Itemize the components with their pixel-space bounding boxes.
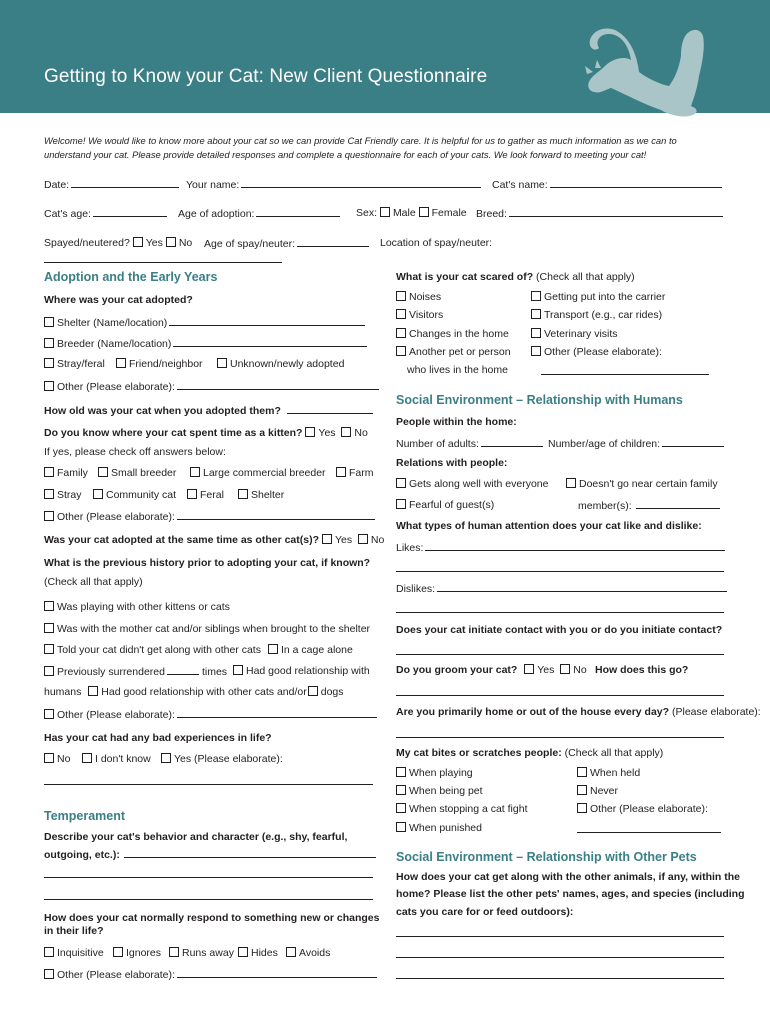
another-line-2: who lives in the home [407, 364, 508, 376]
male-label: Male [392, 207, 416, 219]
age-spay-field[interactable] [204, 237, 369, 250]
changes-option [396, 328, 509, 340]
kitten-question [44, 427, 368, 439]
dogs-label: dogs [320, 686, 344, 698]
yes-elab-label: Yes (Please elaborate): [174, 753, 283, 765]
carrier-option [531, 291, 665, 303]
other3-label: Other (Please elaborate): [57, 709, 175, 721]
feral-checkbox[interactable] [187, 489, 197, 499]
bites-question [396, 747, 663, 759]
bites-other-option [577, 803, 708, 815]
age-adoption-field[interactable] [178, 207, 340, 220]
runs-label: Runs away [182, 947, 234, 959]
groom-yes-label: Yes [537, 664, 555, 676]
home-label: Are you primarily home or out of the house every day? [396, 706, 670, 718]
groom-label: Do you groom your cat? [396, 664, 518, 676]
pets-heading: Social Environment – Relationship with Other Pets [396, 850, 697, 864]
history-3-label: Told your cat didn't get along with other cats [57, 644, 261, 656]
dont-know-checkbox[interactable] [82, 753, 92, 763]
sex-field [356, 207, 467, 219]
scared-question [396, 271, 635, 283]
transport-checkbox[interactable] [531, 309, 541, 319]
same-time-yes-label: Yes [334, 534, 353, 546]
stray2-option [44, 489, 82, 501]
pets-question-1: How does your cat get along with the other animals, if any, within the [396, 871, 741, 883]
avoids-checkbox[interactable] [286, 947, 296, 957]
same-time-no-label: No [370, 534, 385, 546]
other3-option [44, 708, 377, 721]
family-checkbox[interactable] [44, 467, 54, 477]
breeder-label: Breeder (Name/location) [57, 338, 172, 350]
small-breeder-option [98, 467, 176, 479]
runs-checkbox[interactable] [169, 947, 179, 957]
gets-along-label: Gets along well with everyone [409, 478, 549, 490]
feral-label: Feral [200, 489, 224, 501]
history-1-label: Was playing with other kittens or cats [57, 601, 230, 613]
doesnt-option [566, 478, 718, 490]
spayed-yes-label: Yes [145, 237, 163, 249]
history-3-checkbox[interactable] [44, 644, 54, 654]
large-breeder-option [190, 467, 326, 479]
history-option-1 [44, 601, 230, 613]
adults-field[interactable] [396, 437, 543, 450]
male-checkbox[interactable] [380, 207, 390, 217]
large-breeder-checkbox[interactable] [190, 467, 200, 477]
spayed-yes-checkbox[interactable] [133, 237, 143, 247]
groom-no-checkbox[interactable] [560, 664, 570, 674]
breeder-option [44, 337, 367, 350]
transport-label: Transport (e.g., car rides) [544, 309, 663, 321]
your-name-label: Your name: [186, 179, 240, 191]
another-checkbox[interactable] [396, 346, 406, 356]
dislikes-label: Dislikes: [396, 583, 436, 595]
same-time-question [44, 534, 384, 546]
respond-question-2: in their life? [44, 925, 104, 937]
never-checkbox[interactable] [577, 785, 587, 795]
fight-label: When stopping a cat fight [409, 803, 528, 815]
stray-feral-checkbox[interactable] [44, 358, 54, 368]
history-2-label: Was with the mother cat and/or siblings when brought to the shelter [57, 623, 371, 635]
punished-option [396, 822, 482, 834]
date-label: Date: [44, 179, 70, 191]
pet-option [396, 785, 483, 797]
children-field[interactable] [548, 437, 724, 450]
playing-label: When playing [409, 767, 473, 779]
check-off-note: If yes, please check off answers below: [44, 446, 226, 458]
times-label: times [201, 666, 228, 678]
inquisitive-label: Inquisitive [57, 947, 104, 959]
intro-line-2: understand your cat. Please provide detailed responses and complete a questionnaire for each of your cats. We look forward to meeting your cat! [44, 149, 647, 160]
fearful-label: Fearful of guest(s) [409, 499, 495, 511]
respond-question-1: How does your cat normally respond to something new or changes [44, 912, 380, 924]
likes-label: Likes: [396, 542, 424, 554]
farm-checkbox[interactable] [336, 467, 346, 477]
home-question [396, 706, 761, 718]
groom-line[interactable] [396, 695, 724, 696]
describe-question-1: Describe your cat's behavior and character (e.g., shy, fearful, [44, 831, 348, 843]
date-field[interactable] [44, 178, 179, 191]
dont-know-option [82, 753, 151, 765]
visitors-label: Visitors [409, 309, 444, 321]
location-spay-line[interactable] [44, 262, 282, 263]
family-option [44, 467, 88, 479]
hides-option [238, 947, 278, 959]
runs-option [169, 947, 234, 959]
shelter-label: Shelter (Name/location) [57, 317, 168, 329]
playing-checkbox[interactable] [396, 767, 406, 777]
farm-option [336, 467, 374, 479]
attention-question: What types of human attention does your cat like and dislike: [396, 520, 702, 532]
community-option [93, 489, 176, 501]
pets-line-2[interactable] [396, 957, 724, 958]
pets-question-2: home? Please list the other pets' names, ages, and species (including [396, 888, 745, 900]
pets-line-1[interactable] [396, 936, 724, 937]
shelter2-option [238, 489, 284, 501]
cats-name-field[interactable] [492, 178, 722, 191]
unknown-option [217, 358, 344, 370]
same-time-label: Was your cat adopted at the same time as other cat(s)? [44, 534, 320, 546]
other2-option [44, 510, 375, 523]
kitten-yes-checkbox[interactable] [305, 427, 315, 437]
held-label: When held [590, 767, 641, 779]
groom-no-label: No [573, 664, 587, 676]
describe-label: outgoing, etc.): [44, 849, 120, 861]
kitten-no-checkbox[interactable] [341, 427, 351, 437]
noises-checkbox[interactable] [396, 291, 406, 301]
describe-question-2 [44, 848, 376, 861]
unknown-label: Unknown/newly adopted [230, 358, 345, 370]
noises-label: Noises [409, 291, 442, 303]
fearful-checkbox[interactable] [396, 499, 406, 509]
vet-label: Veterinary visits [544, 328, 618, 340]
friend-checkbox[interactable] [116, 358, 126, 368]
feral-option [187, 489, 224, 501]
unknown-checkbox[interactable] [217, 358, 227, 368]
held-checkbox[interactable] [577, 767, 587, 777]
fight-checkbox[interactable] [396, 803, 406, 813]
female-checkbox[interactable] [419, 207, 429, 217]
pet-label: When being pet [409, 785, 483, 797]
community-label: Community cat [106, 489, 177, 501]
hides-checkbox[interactable] [238, 947, 248, 957]
friend-option [116, 358, 203, 370]
same-time-no-checkbox[interactable] [358, 534, 368, 544]
family-label: Family [57, 467, 88, 479]
home-elab-label: (Please elaborate): [671, 706, 761, 718]
dogs-checkbox[interactable] [308, 686, 318, 696]
stray2-checkbox[interactable] [44, 489, 54, 499]
changes-checkbox[interactable] [396, 328, 406, 338]
history-option-2 [44, 623, 370, 635]
gets-along-option [396, 478, 549, 490]
punished-checkbox[interactable] [396, 822, 406, 832]
temperament-other-option [44, 968, 377, 981]
avoids-option [286, 947, 330, 959]
history-2-checkbox[interactable] [44, 623, 54, 633]
stretching-cat-icon [585, 26, 710, 121]
breed-label: Breed: [476, 208, 507, 220]
scared-label: What is your cat scared of? [396, 271, 534, 283]
describe-line-3[interactable] [44, 899, 373, 900]
shelter-checkbox[interactable] [44, 317, 54, 327]
history-option-5 [44, 686, 344, 698]
spayed-label: Spayed/neutered? [44, 237, 130, 249]
gets-along-checkbox[interactable] [396, 478, 406, 488]
other-adopt-option [44, 380, 379, 393]
cats-name-label: Cat's name: [492, 179, 548, 191]
bad-no-option [44, 753, 70, 765]
fearful-option [396, 499, 494, 511]
other-adopt-checkbox[interactable] [44, 381, 54, 391]
never-option [577, 785, 618, 797]
how-old-question [44, 404, 373, 417]
bites-other-line[interactable] [577, 832, 721, 833]
humans-heading: Social Environment – Relationship with Humans [396, 393, 683, 407]
relations-label: Relations with people: [396, 457, 508, 469]
hides-label: Hides [251, 947, 278, 959]
scared-other-label: Other (Please elaborate): [544, 346, 662, 358]
bad-experience-question: Has your cat had any bad experiences in life? [44, 732, 272, 744]
dislikes-line-2[interactable] [396, 612, 724, 613]
good-cats-checkbox[interactable] [88, 686, 98, 696]
kitten-no-label: No [354, 427, 368, 439]
pets-line-3[interactable] [396, 978, 724, 979]
vet-option [531, 328, 618, 340]
stray-option [44, 358, 105, 370]
bites-other-label: Other (Please elaborate): [590, 803, 708, 815]
groom-question [396, 664, 587, 676]
carrier-checkbox[interactable] [531, 291, 541, 301]
breeder-checkbox[interactable] [44, 338, 54, 348]
bites-other-checkbox[interactable] [577, 803, 587, 813]
adoption-heading: Adoption and the Early Years [44, 270, 218, 284]
large-breeder-label: Large commercial breeder [203, 467, 326, 479]
held-option [577, 767, 640, 779]
cage-label: In a cage alone [281, 644, 353, 656]
avoids-label: Avoids [299, 947, 331, 959]
pet-checkbox[interactable] [396, 785, 406, 795]
community-checkbox[interactable] [93, 489, 103, 499]
inquisitive-option [44, 947, 104, 959]
age-spay-label: Age of spay/neuter: [204, 238, 296, 250]
vet-checkbox[interactable] [531, 328, 541, 338]
member-label: member(s): [578, 500, 632, 512]
yes-elab-option [161, 753, 283, 765]
stray2-label: Stray [57, 489, 82, 501]
describe-line-2[interactable] [44, 877, 373, 878]
adults-label: Number of adults: [396, 438, 479, 450]
fight-option [396, 803, 528, 815]
header-banner [0, 0, 770, 113]
history-check-note: (Check all that apply) [44, 576, 143, 588]
dont-know-label: I don't know [95, 753, 151, 765]
temperament-heading: Temperament [44, 809, 126, 823]
cats-age-label: Cat's age: [44, 208, 91, 220]
history-option-humans [233, 665, 370, 677]
kitten-yes-label: Yes [318, 427, 336, 439]
stray-feral-label: Stray/feral [57, 358, 105, 370]
likes-field[interactable] [396, 541, 725, 554]
bites-check-note: (Check all that apply) [564, 747, 664, 759]
likes-line-2[interactable] [396, 571, 724, 572]
member-field[interactable] [578, 499, 720, 512]
yes-elab-checkbox[interactable] [161, 753, 171, 763]
pets-question-3: cats you care for or feed outdoors): [396, 906, 574, 918]
small-breeder-checkbox[interactable] [98, 467, 108, 477]
surrendered-label: Previously surrendered [57, 666, 165, 678]
spayed-no-label: No [178, 237, 193, 249]
visitors-option [396, 309, 443, 321]
small-breeder-label: Small breeder [111, 467, 177, 479]
history-option-3 [44, 644, 261, 656]
bad-no-label: No [57, 753, 71, 765]
temperament-other-label: Other (Please elaborate): [57, 969, 175, 981]
never-label: Never [590, 785, 619, 797]
ignores-checkbox[interactable] [113, 947, 123, 957]
shelter2-checkbox[interactable] [238, 489, 248, 499]
breed-field[interactable] [476, 207, 723, 220]
good-humans-checkbox[interactable] [233, 665, 243, 675]
ignores-label: Ignores [126, 947, 162, 959]
noises-option [396, 291, 441, 303]
sex-label: Sex: [356, 207, 378, 219]
children-label: Number/age of children: [548, 438, 661, 450]
history-option-4 [44, 665, 227, 678]
scared-check-note: (Check all that apply) [536, 271, 635, 283]
initiate-line[interactable] [396, 654, 724, 655]
playing-option [396, 767, 473, 779]
doesnt-checkbox[interactable] [566, 478, 576, 488]
another-label: Another pet or person [409, 346, 511, 358]
ignores-option [113, 947, 161, 959]
farm-label: Farm [349, 467, 374, 479]
home-line[interactable] [396, 737, 724, 738]
scared-other-line[interactable] [541, 374, 709, 375]
female-label: Female [431, 207, 467, 219]
good-cats-label: Had good relationship with other cats and/or [101, 686, 307, 698]
humans-label: humans [44, 686, 82, 698]
changes-label: Changes in the home [409, 328, 509, 340]
punished-label: When punished [409, 822, 482, 834]
scared-other-option [531, 346, 662, 358]
cage-checkbox[interactable] [268, 644, 278, 654]
other2-checkbox[interactable] [44, 511, 54, 521]
people-label: People within the home: [396, 416, 517, 428]
your-name-field[interactable] [186, 178, 481, 191]
initiate-question: Does your cat initiate contact with you or do you initiate contact? [396, 624, 723, 636]
groom-yes-checkbox[interactable] [524, 664, 534, 674]
spayed-no-checkbox[interactable] [166, 237, 176, 247]
bad-experience-line[interactable] [44, 784, 373, 785]
same-time-yes-checkbox[interactable] [322, 534, 332, 544]
how-old-label: How old was your cat when you adopted them? [44, 405, 281, 417]
where-adopted-question: Where was your cat adopted? [44, 294, 193, 306]
scared-other-checkbox[interactable] [531, 346, 541, 356]
history-1-checkbox[interactable] [44, 601, 54, 611]
another-option [396, 346, 511, 358]
location-spay-label: Location of spay/neuter: [380, 237, 493, 249]
surrendered-checkbox[interactable] [44, 666, 54, 676]
friend-label: Friend/neighbor [129, 358, 203, 370]
bad-no-checkbox[interactable] [44, 753, 54, 763]
spayed-field [44, 237, 192, 249]
bites-label: My cat bites or scratches people: [396, 747, 562, 759]
kitten-label: Do you know where your cat spent time as a kitten? [44, 427, 303, 439]
shelter2-label: Shelter [251, 489, 285, 501]
inquisitive-checkbox[interactable] [44, 947, 54, 957]
visitors-checkbox[interactable] [396, 309, 406, 319]
shelter-option [44, 316, 365, 329]
dislikes-field[interactable] [396, 582, 727, 595]
history-option-cage [268, 644, 353, 656]
page-title: Getting to Know your Cat: New Client Questionnaire [44, 66, 488, 87]
age-adoption-label: Age of adoption: [178, 208, 255, 220]
transport-option [531, 309, 662, 321]
other-adopt-label: Other (Please elaborate): [57, 381, 175, 393]
intro-line-1: Welcome! We would like to know more about your cat so we can provide Cat Friendly care. It is helpful for us to gather as much information as we can to [44, 135, 677, 146]
how-goes-label: How does this go? [595, 664, 689, 676]
carrier-label: Getting put into the carrier [544, 291, 666, 303]
cats-age-field[interactable] [44, 207, 167, 220]
other3-checkbox[interactable] [44, 709, 54, 719]
temperament-other-checkbox[interactable] [44, 969, 54, 979]
history-question: What is the previous history prior to adopting your cat, if known? [44, 557, 371, 569]
doesnt-label: Doesn't go near certain family [579, 478, 718, 490]
good-humans-label: Had good relationship with [246, 665, 370, 677]
other2-label: Other (Please elaborate): [57, 511, 175, 523]
